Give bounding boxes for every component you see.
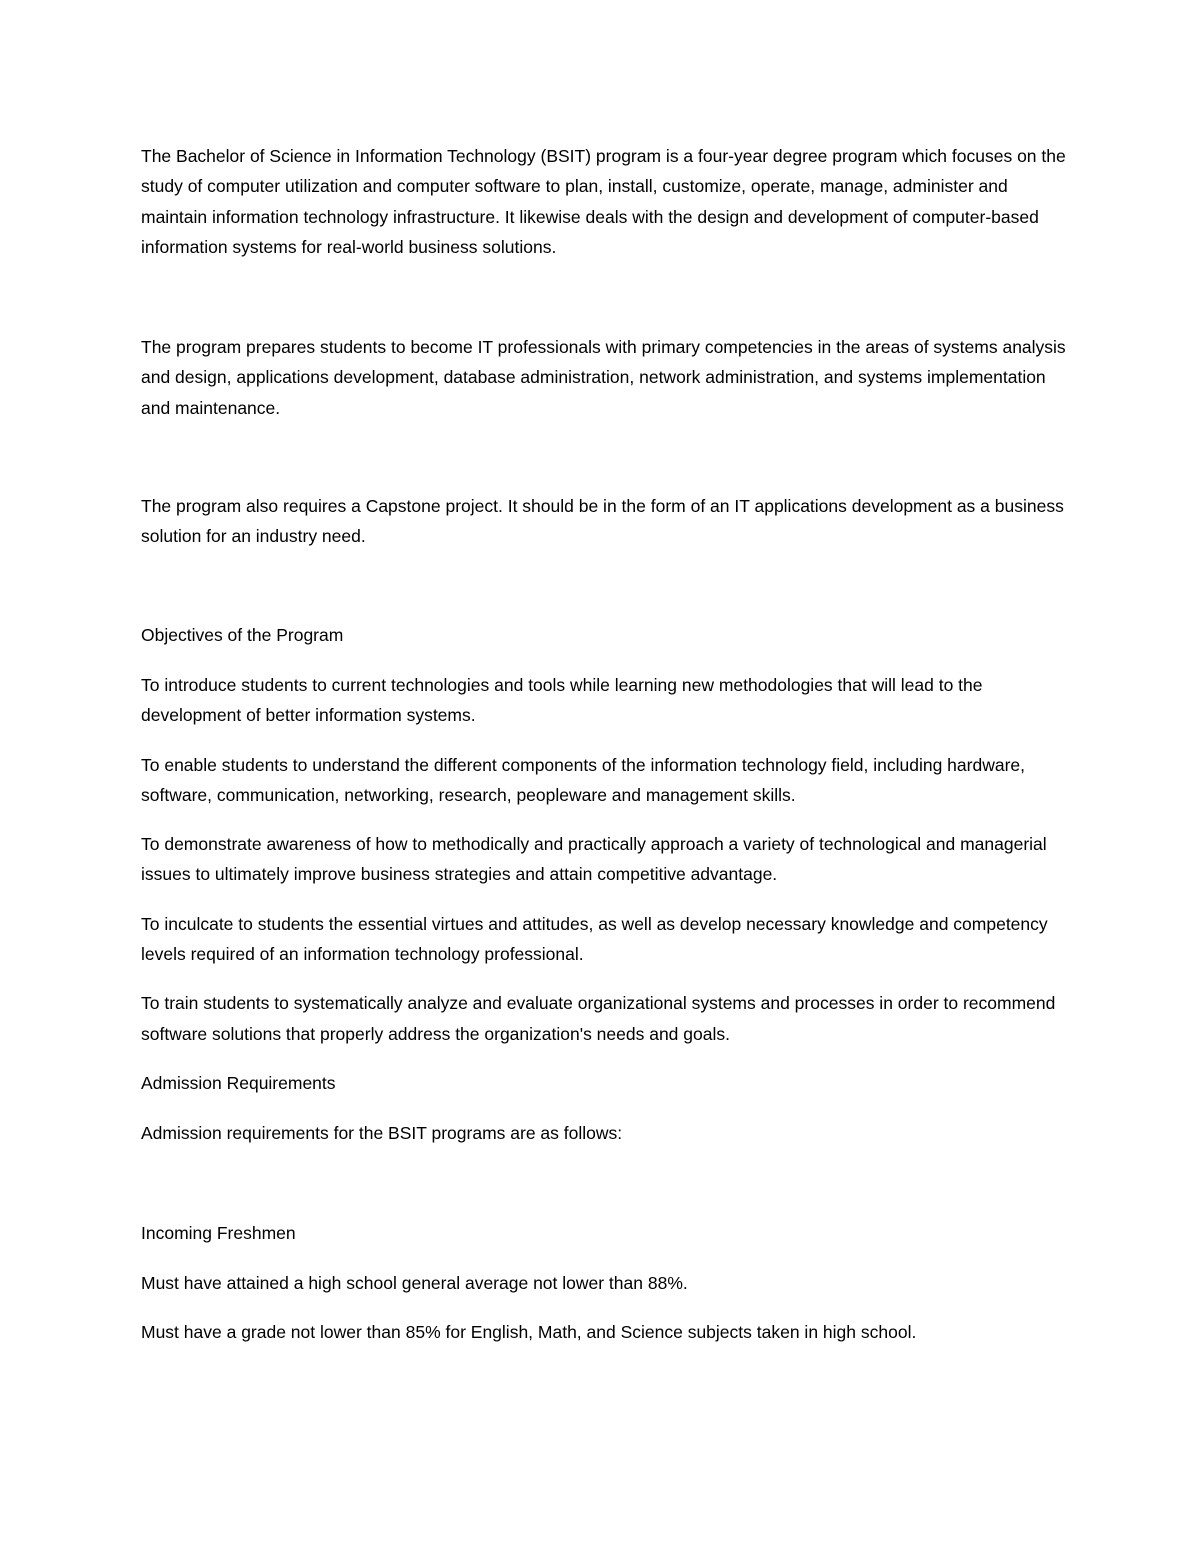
admission-heading: Admission Requirements bbox=[141, 1072, 336, 1093]
intro-paragraph: The Bachelor of Science in Information Technology (BSIT) program is a four-year degree program which focuses on the study of computer utilization and computer software to plan, install, customize, operate, manage, administer and maintain information technology infrastructure. It likewise deals with the design and development of computer-based information systems for real-world business solutions. bbox=[141, 146, 1066, 257]
objective-item: To train students to systematically analyze and evaluate organizational systems and processes in order to recommend software solutions that properly address the organization's needs and goals. bbox=[141, 993, 1056, 1044]
admission-intro: Admission requirements for the BSIT programs are as follows: bbox=[141, 1123, 623, 1144]
competencies-paragraph: The program prepares students to become IT professionals with primary competencies in the areas of systems analysis and design, applications development, database administration, network administration, and systems implementation and maintenance. bbox=[141, 337, 1066, 418]
objective-item: To inculcate to students the essential virtues and attitudes, as well as develop necessary knowledge and competency levels required of an information technology professional. bbox=[141, 913, 1048, 965]
freshmen-heading: Incoming Freshmen bbox=[141, 1222, 296, 1243]
objectives-heading: Objectives of the Program bbox=[141, 624, 344, 645]
freshmen-requirement: Must have a grade not lower than 85% for English, Math, and Science subjects taken in high school. bbox=[141, 1322, 917, 1343]
capstone-paragraph: The program also requires a Capstone project. It should be in the form of an IT applications development as a business solution for an industry need. bbox=[141, 496, 1064, 547]
freshmen-requirement: Must have attained a high school general average not lower than 88%. bbox=[141, 1272, 688, 1293]
objective-item: To enable students to understand the different components of the information technology field, including hardware, software, communication, networking, research, peopleware and management skills. bbox=[141, 754, 1025, 805]
objective-item: To demonstrate awareness of how to methodically and practically approach a variety of technological and managerial issues to ultimately improve business strategies and attain competitive advantage. bbox=[141, 834, 1047, 885]
objective-item: To introduce students to current technologies and tools while learning new methodologies that will lead to the development of better information systems. bbox=[141, 674, 983, 726]
document-body bbox=[141, 141, 1071, 1366]
